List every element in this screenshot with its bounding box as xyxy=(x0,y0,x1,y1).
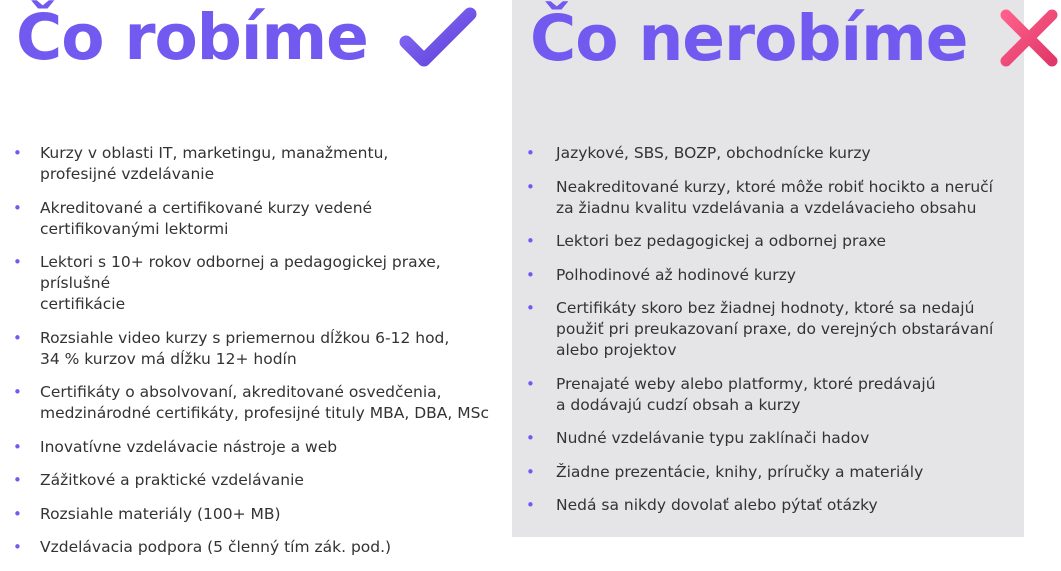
what-we-dont-do-heading xyxy=(530,1,1061,75)
what-we-dont-do-title: Čo nerobíme xyxy=(530,1,968,75)
list-item-text: Nedá sa nikdy dovolať alebo pýtať otázky xyxy=(556,496,878,514)
list-item xyxy=(526,495,1018,516)
list-item-text: Lektori s 10+ rokov odbornej a pedagogickej praxe, príslušné certifikácie xyxy=(40,253,441,313)
bullet-icon: • xyxy=(13,437,22,456)
list-item xyxy=(13,504,509,525)
bullet-icon: • xyxy=(526,496,535,514)
list-item xyxy=(13,143,509,185)
what-we-do-list xyxy=(13,143,509,571)
list-item xyxy=(526,374,1018,416)
list-item xyxy=(13,437,509,458)
list-item-text: Certifikáty skoro bez žiadnej hodnoty, ktoré sa nedajú použiť pri preukazovaní praxe, do verejných obstarávaní alebo projektov xyxy=(556,299,994,359)
list-item xyxy=(526,231,1018,252)
bullet-icon: • xyxy=(13,538,22,556)
what-we-do-heading xyxy=(16,1,478,74)
list-item xyxy=(526,462,1018,483)
list-item-text: Kurzy v oblasti IT, marketingu, manažmentu, profesijné vzdelávanie xyxy=(40,144,389,183)
list-item xyxy=(13,252,509,315)
list-item xyxy=(13,470,509,491)
bullet-icon: • xyxy=(13,144,22,162)
list-item xyxy=(526,143,1018,164)
list-item xyxy=(526,265,1018,286)
list-item xyxy=(13,382,509,424)
checkmark-icon xyxy=(398,8,478,68)
bullet-icon: • xyxy=(13,253,22,271)
list-item-text: Žiadne prezentácie, knihy, príručky a materiály xyxy=(556,462,924,481)
bullet-icon: • xyxy=(526,232,535,250)
list-item-text: Jazykové, SBS, BOZP, obchodnícke kurzy xyxy=(556,144,871,162)
list-item-text: Rozsiahle video kurzy s priemernou dĺžkou 6-12 hod, 34 % kurzov má dĺžku 12+ hodín xyxy=(40,328,450,368)
list-item-text: Lektori bez pedagogickej a odbornej praxe xyxy=(556,232,887,250)
bullet-icon: • xyxy=(13,383,22,401)
bullet-icon: • xyxy=(526,177,535,196)
bullet-icon: • xyxy=(13,504,22,523)
bullet-icon: • xyxy=(526,299,535,317)
what-we-do-column xyxy=(0,0,512,556)
list-item-text: Prenajaté weby alebo platformy, ktoré predávajú a dodávajú cudzí obsah a kurzy xyxy=(556,374,936,414)
list-item-text: Neakreditované kurzy, ktoré môže robiť hocikto a neručí za žiadnu kvalitu vzdelávania a vzdelávacieho obsahu xyxy=(556,177,993,217)
list-item-text: Certifikáty o absolvovaní, akreditované osvedčenia, medzinárodné certifikáty, profesijné tituly MBA, DBA, MSc xyxy=(40,383,490,422)
list-item xyxy=(13,537,509,558)
list-item xyxy=(526,428,1018,449)
list-item-text: Inovatívne vzdelávacie nástroje a web xyxy=(40,437,338,456)
list-item xyxy=(13,328,509,370)
bullet-icon: • xyxy=(526,462,535,481)
bullet-icon: • xyxy=(13,198,22,217)
cross-icon xyxy=(997,6,1061,70)
list-item xyxy=(526,298,1018,361)
list-item-text: Zážitkové a praktické vzdelávanie xyxy=(40,471,304,489)
list-item xyxy=(13,198,509,240)
bullet-icon: • xyxy=(13,328,22,347)
what-we-dont-do-column xyxy=(512,0,1024,537)
list-item-text: Rozsiahle materiály (100+ MB) xyxy=(40,504,281,523)
what-we-dont-do-list xyxy=(526,143,1018,529)
list-item-text: Polhodinové až hodinové kurzy xyxy=(556,265,796,284)
list-item-text: Nudné vzdelávanie typu zaklínači hadov xyxy=(556,429,870,447)
list-item-text: Akreditované a certifikované kurzy vedené certifikovanými lektormi xyxy=(40,198,373,238)
bullet-icon: • xyxy=(526,265,535,284)
bullet-icon: • xyxy=(526,429,535,447)
bullet-icon: • xyxy=(526,144,535,162)
list-item-text: Vzdelávacia podpora (5 členný tím zák. pod.) xyxy=(40,538,392,556)
list-item xyxy=(526,177,1018,219)
bullet-icon: • xyxy=(13,471,22,489)
bullet-icon: • xyxy=(526,374,535,393)
what-we-do-title: Čo robíme xyxy=(16,1,368,74)
